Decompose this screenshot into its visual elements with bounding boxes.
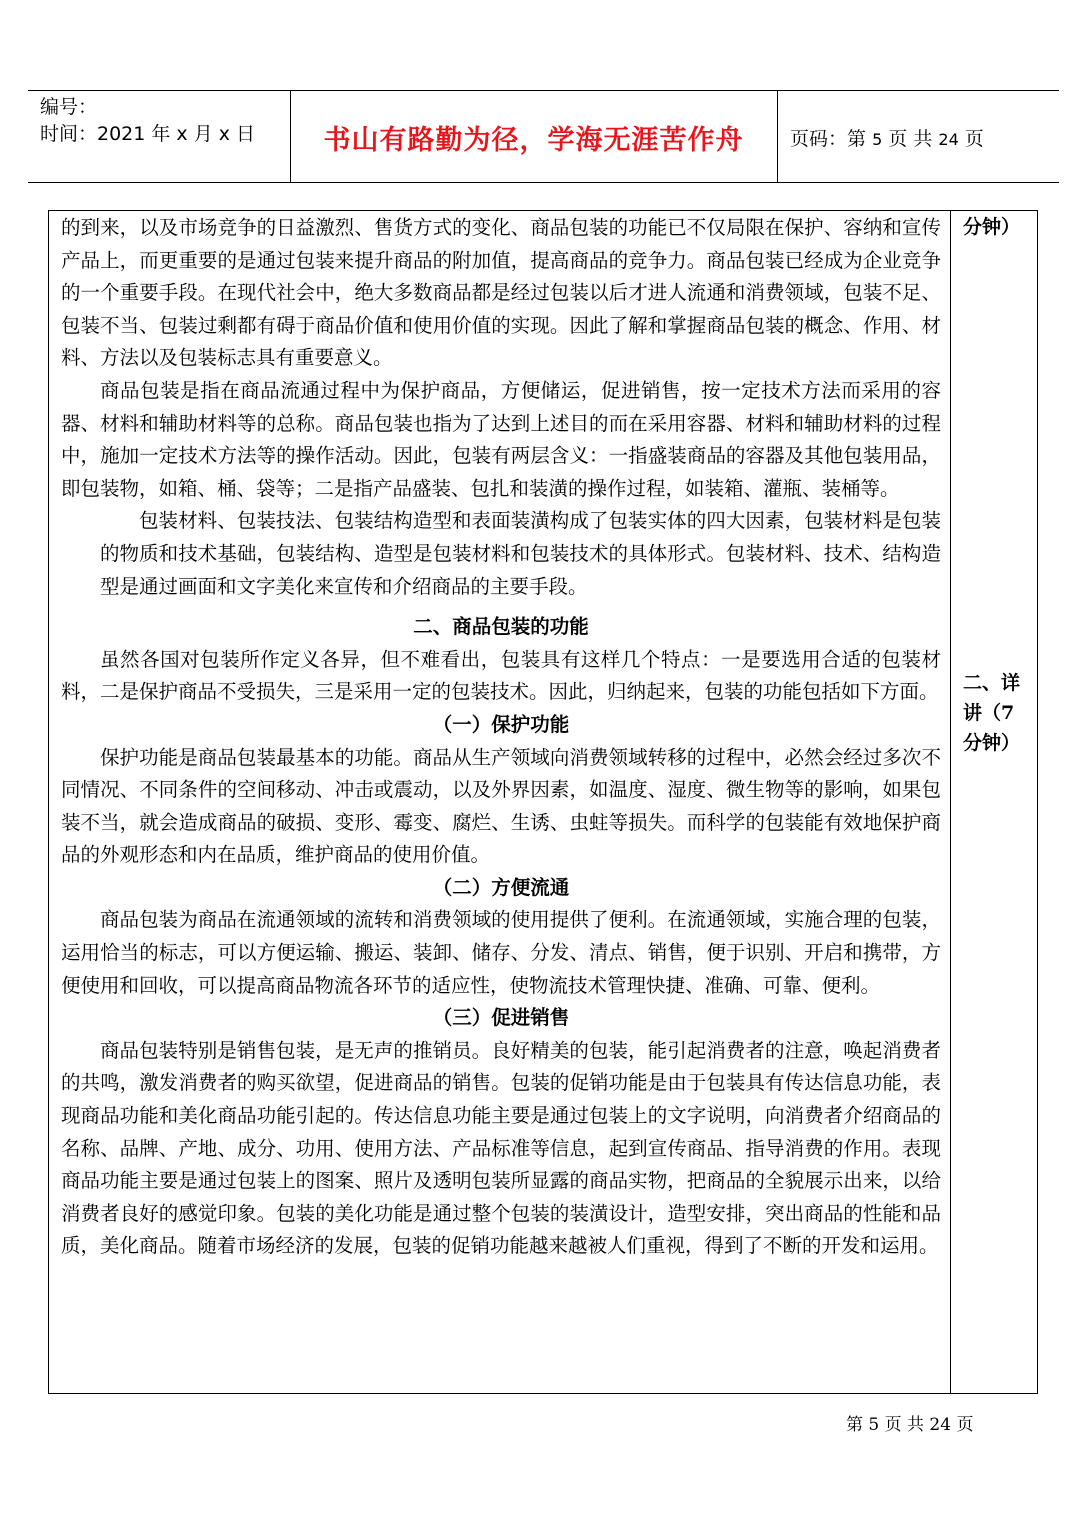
page-middle: 页 共 bbox=[888, 128, 933, 150]
paragraph-protection: 保护功能是商品包装最基本的功能。商品从生产领域向消费领域转移的过程中，必然会经过多次不同情况、不同条件的空间移动、冲击或震动，以及外界因素，如温度、湿度、微生物等的影响，如果包装不当，就会造成商品的破损、变形、霉变、腐烂、生诱、虫蛀等损失。而科学的包装能有效地保护商品的外观形态和内在品质，维护商品的使用价值。 bbox=[61, 745, 941, 867]
page-suffix: 页 bbox=[964, 128, 984, 150]
page-total: 24 bbox=[938, 130, 959, 149]
page-current: 5 bbox=[872, 130, 883, 149]
table-left-border bbox=[48, 210, 49, 1393]
table-bottom-border bbox=[48, 1393, 1038, 1394]
side-note-line: 分钟） bbox=[963, 732, 1021, 754]
table-top-border bbox=[48, 210, 1038, 211]
side-note-detail bbox=[963, 668, 1033, 758]
paragraph-functions-overview: 虽然各国对包装所作定义各异，但不难看出，包装具有这样几个特点：一是要选用合适的包装材料，二是保护商品不受损失，三是采用一定的包装技术。因此，归纳起来，包装的功能包括如下方面。 bbox=[61, 647, 941, 704]
table-column-divider bbox=[950, 210, 951, 1393]
subheading-sales: （三）促进销售 bbox=[432, 1006, 570, 1030]
spacer bbox=[61, 603, 941, 611]
document-number-label: 编号： bbox=[40, 96, 98, 118]
header-motto: 书山有路勤为径，学海无涯苦作舟 bbox=[323, 125, 744, 156]
header-top-rule bbox=[28, 90, 1059, 91]
paragraph-packaging-definition: 商品包装是指在商品流通过程中为保护商品，方便储运，促进销售，按一定技术方法而采用的容器、材料和辅助材料等的总称。商品包装也指为了达到上述目的而在采用容器、材料和辅助材料的过程中，施加一定技术方法等的操作活动。因此，包装有两层含义：一指盛装商品的容器及其他包装用品，即包装物，如箱、桶、袋等；二是指产品盛装、包扎和装潢的操作过程，如装箱、灌瓶、装桶等。 bbox=[61, 378, 941, 500]
header-divider-right bbox=[777, 90, 778, 182]
subheading-circulation: （二）方便流通 bbox=[432, 875, 570, 899]
page-prefix: 页码：第 bbox=[790, 128, 867, 150]
paragraph-circulation: 商品包装为商品在流通领域的流转和消费领域的使用提供了便利。在流通领域，实施合理的包装，运用恰当的标志，可以方便运输、搬运、装卸、储存、分发、清点、销售，便于识别、开启和携带，方便使用和回收，可以提高商品物流各环节的适应性，使物流技术管理快捷、准确、可靠、便利。 bbox=[61, 908, 941, 997]
page-footer: 第 5 页 共 24 页 bbox=[846, 1415, 974, 1435]
paragraph-sales: 商品包装特别是销售包装，是无声的推销员。良好精美的包装，能引起消费者的注意，唤起消费者的共鸣，激发消费者的购买欲望，促进商品的销售。包装的促销功能是由于包装具有传达信息功能，表现商品功能和美化商品功能引起的。传达信息功能主要是通过包装上的文字说明，向消费者介绍商品的名称、品牌、产地、成分、功用、使用方法、产品标准等信息，起到宣传商品、指导消费的作用。表现商品功能主要是通过包装上的图案、照片及透明包装所显露的商品实物，把商品的全貌展示出来，以给消费者良好的感觉印象。包装的美化功能是通过整个包装的装潢设计，造型安排，突出商品的性能和品质，美化商品。随着市场经济的发展，包装的促销功能越来越被人们重视，得到了不断的开发和运用。 bbox=[61, 1038, 941, 1258]
side-note-line: 二、详 bbox=[963, 672, 1021, 694]
side-note-time bbox=[963, 212, 1033, 242]
header-bottom-rule bbox=[28, 182, 1059, 183]
header-meta bbox=[40, 94, 255, 148]
table-right-border bbox=[1037, 210, 1038, 1393]
side-note-line: 讲（7 bbox=[963, 702, 1015, 724]
document-date: 时间：2021 年 x 月 x 日 bbox=[40, 123, 256, 145]
subheading-protection: （一）保护功能 bbox=[432, 712, 570, 736]
header-page-info bbox=[790, 124, 984, 151]
paragraph-intro-continuation: 的到来，以及市场竞争的日益激烈、售货方式的变化、商品包装的功能已不仅局限在保护、容纳和宣传产品上，而更重要的是通过包装来提升商品的附加值，提高商品的竞争力。商品包装已经成为企业竞争的一个重要手段。在现代社会中，绝大多数商品都是经过包装以后才进人流通和消费领域，包装不足、包装不当、包装过剩都有碍于商品价值和使用价值的实现。因此了解和掌握商品包装的概念、作用、材料、方法以及包装标志具有重要意义。 bbox=[61, 216, 941, 370]
lesson-content bbox=[61, 212, 941, 1263]
paragraph-packaging-elements: 包装材料、包装技法、包装结构造型和表面装潢构成了包装实体的四大因素，包装材料是包装的物质和技术基础，包装结构、造型是包装材料和包装技术的具体形式。包装材料、技术、结构造型是通过画面和文字美化来宣传和介绍商品的主要手段。 bbox=[100, 509, 941, 598]
section-heading-functions: 二、商品包装的功能 bbox=[413, 615, 589, 639]
side-note-line: 分钟） bbox=[963, 216, 1021, 238]
